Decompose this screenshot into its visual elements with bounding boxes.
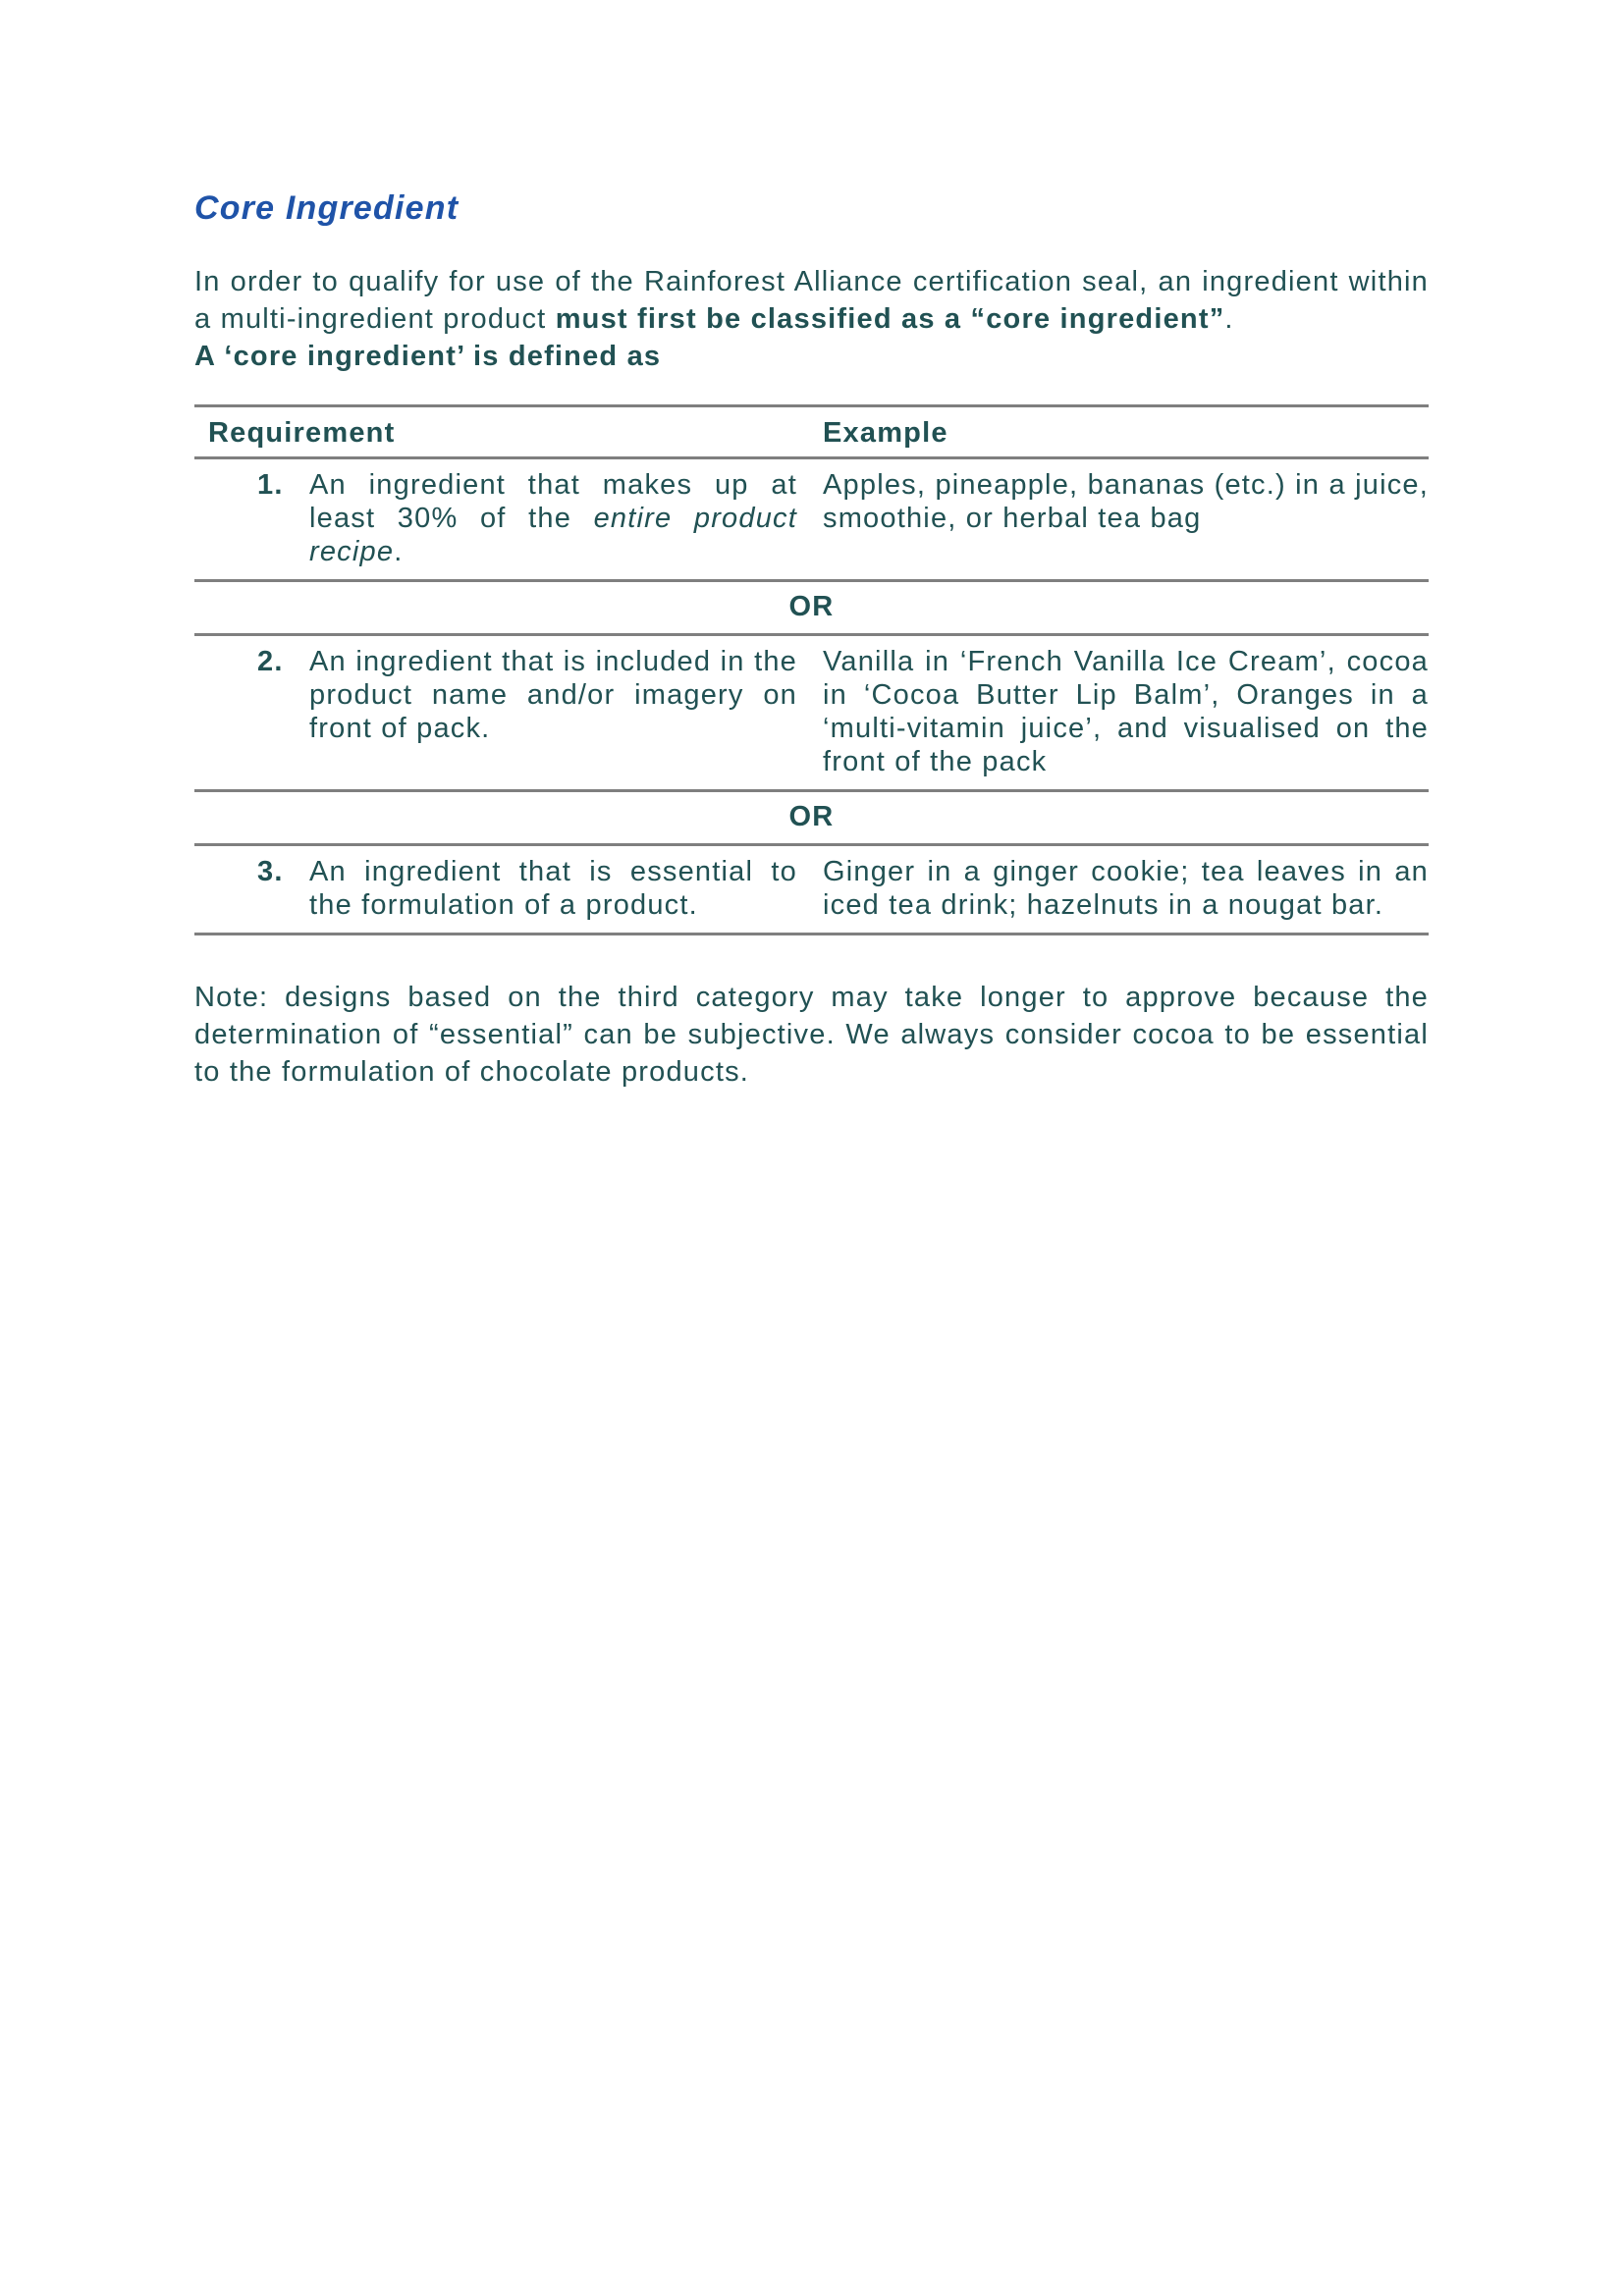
requirement-1-period: .	[394, 536, 404, 567]
or-separator-1: OR	[194, 582, 1429, 636]
intro-text-normal: In order to qualify for use of the Rainforest Alliance certification seal, an ingredient within a multi-ingredient product	[194, 266, 1429, 335]
requirement-text-1	[309, 468, 823, 568]
example-text-3: Ginger in a ginger cookie; tea leaves in an iced tea drink; hazelnuts in a nougat bar.	[823, 856, 1429, 921]
page-title: Core Ingredient	[194, 189, 460, 227]
example-text-1: Apples, pineapple, bananas (etc.) in a juice, smoothie, or herbal tea bag	[823, 469, 1429, 534]
requirement-text-2: An ingredient that is included in the product name and/or imagery on front of pack.	[309, 646, 797, 744]
requirement-number-3: 3.	[257, 856, 284, 887]
requirement-number-2: 2.	[257, 646, 284, 677]
or-separator-2: OR	[194, 792, 1429, 846]
defined-as-line: A ‘core ingredient’ is defined as	[194, 341, 662, 372]
requirement-number-1: 1.	[257, 469, 284, 501]
core-ingredient-table	[194, 404, 1429, 935]
table-row-3	[194, 846, 1429, 935]
example-text-2: Vanilla in ‘French Vanilla Ice Cream’, cocoa in ‘Cocoa Butter Lip Balm’, Oranges in a ‘multi-vitamin juice’, and visualised on the front of the pack	[823, 646, 1429, 777]
requirement-cell-1	[194, 468, 823, 568]
table-row-2	[194, 636, 1429, 792]
table-row-1	[194, 459, 1429, 582]
intro-text-period: .	[1224, 303, 1234, 335]
intro-paragraph	[194, 263, 1429, 338]
requirement-cell-2	[194, 645, 823, 778]
requirement-1-italic: entire product recipe	[309, 503, 797, 567]
column-header-requirement: Requirement	[208, 417, 396, 449]
note-paragraph: Note: designs based on the third category may take longer to approve because the determination of “essential” can be subjective. We always consider cocoa to be essential to the formulation of chocolate products.	[194, 982, 1429, 1088]
intro-text-bold: must first be classified as a “core ingredient”	[555, 303, 1225, 335]
requirement-text-3: An ingredient that is essential to the formulation of a product.	[309, 856, 797, 921]
requirement-cell-3	[194, 855, 823, 922]
table-header-row	[194, 407, 1429, 459]
requirement-1-normal: An ingredient that makes up at least 30% of the	[309, 469, 797, 534]
column-header-example: Example	[823, 417, 948, 449]
